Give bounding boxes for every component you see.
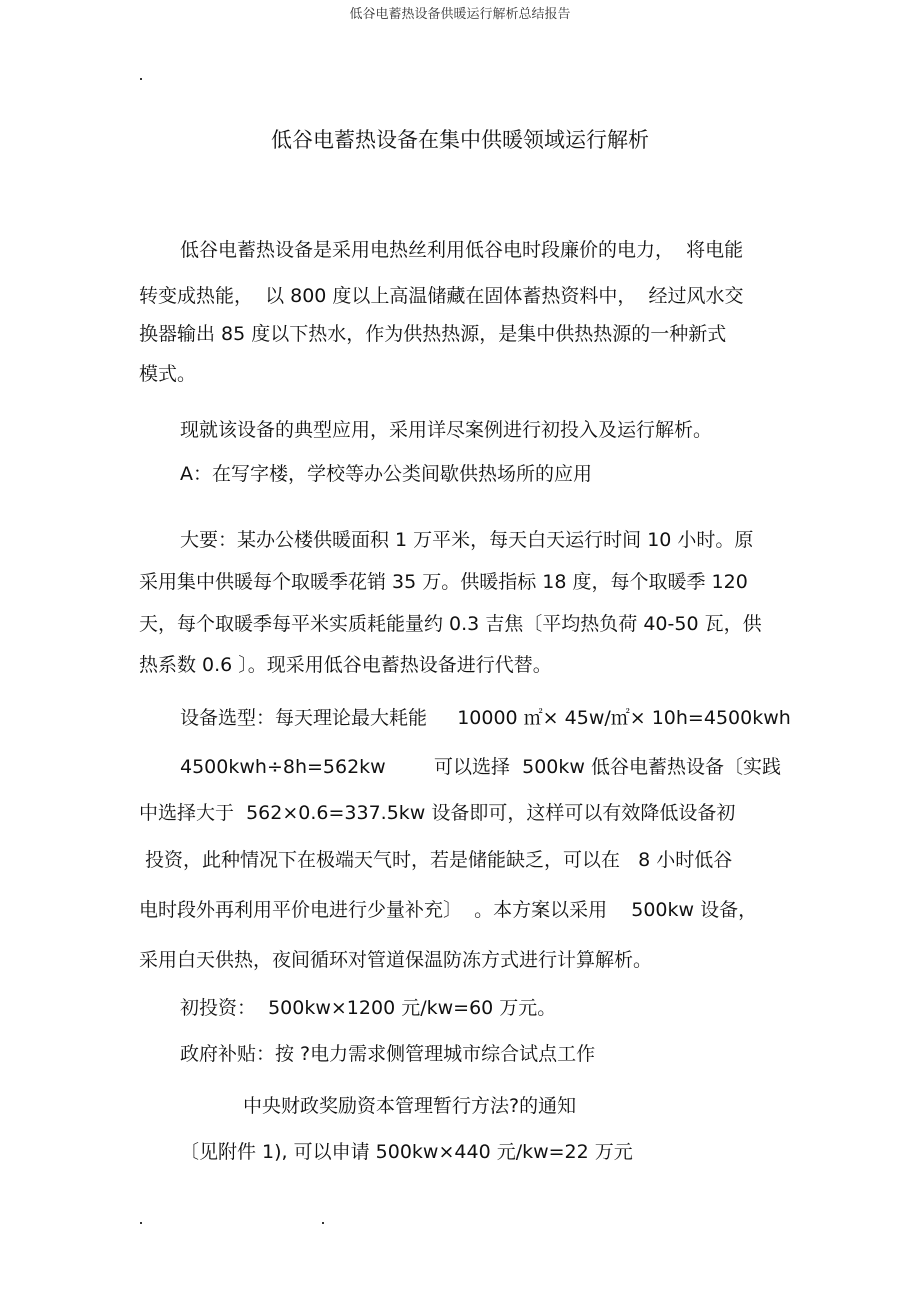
paragraph-line: 低谷电蓄热设备是采用电热丝利用低谷电时段廉价的电力， 将电能 bbox=[180, 239, 744, 261]
paragraph-line: 热系数 0.6 〕。现采用低谷电蓄热设备进行代替。 bbox=[139, 654, 552, 676]
paragraph-line: 现就该设备的典型应用，采用详尽案例进行初投入及运行解析。 bbox=[180, 419, 713, 441]
paragraph-line: 政府补贴：按 ?电力需求侧管理城市综合试点工作 bbox=[180, 1043, 596, 1065]
paragraph-line: 4500kwh÷8h=562kw 可以选择 500kw 低谷电蓄热设备〔实践 bbox=[180, 756, 781, 778]
paragraph-line: 设备选型：每天理论最大耗能 10000 ㎡× 45w/㎡× 10h=4500kwh bbox=[180, 707, 791, 729]
page-dot bbox=[140, 1222, 142, 1224]
paragraph-line: 初投资： 500kw×1200 元/kw=60 万元。 bbox=[180, 997, 557, 1019]
paragraph-line: 中央财政奖励资本管理暂行方法?的通知 bbox=[243, 1095, 577, 1117]
section-heading: A：在写字楼，学校等办公类间歇供热场所的应用 bbox=[180, 463, 592, 485]
paragraph-line: 〔见附件 1), 可以申请 500kw×440 元/kw=22 万元 bbox=[180, 1141, 633, 1163]
paragraph-line: 投资，此种情况下在极端天气时，若是储能缺乏，可以在 8 小时低谷 bbox=[139, 849, 733, 871]
paragraph-line: 天，每个取暖季每平米实质耗能量约 0.3 吉焦〔平均热负荷 40-50 瓦，供 bbox=[139, 613, 762, 635]
paragraph-line: 换器输出 85 度以下热水，作为供热热源，是集中供热热源的一种新式 bbox=[139, 323, 727, 345]
paragraph-line: 采用集中供暖每个取暖季花销 35 万。供暖指标 18 度，每个取暖季 120 bbox=[139, 571, 748, 593]
document-title: 低谷电蓄热设备在集中供暖领域运行解析 bbox=[271, 128, 649, 152]
paragraph-line: 中选择大于 562×0.6=337.5kw 设备即可，这样可以有效降低设备初 bbox=[139, 802, 736, 824]
running-header: 低谷电蓄热设备供暖运行解析总结报告 bbox=[349, 7, 571, 22]
paragraph-line: 采用白天供热，夜间循环对管道保温防冻方式进行计算解析。 bbox=[139, 949, 653, 971]
paragraph-line: 大要：某办公楼供暖面积 1 万平米，每天白天运行时间 10 小时。原 bbox=[180, 529, 754, 551]
paragraph-line: 模式。 bbox=[139, 363, 197, 385]
page-dot bbox=[140, 78, 142, 80]
paragraph-line: 转变成热能， 以 800 度以上高温储藏在固体蓄热资料中， 经过风水交 bbox=[139, 285, 744, 307]
paragraph-line: 电时段外再利用平价电进行少量补充〕 。本方案以采用 500kw 设备， bbox=[139, 899, 758, 921]
page-dot bbox=[322, 1222, 324, 1224]
